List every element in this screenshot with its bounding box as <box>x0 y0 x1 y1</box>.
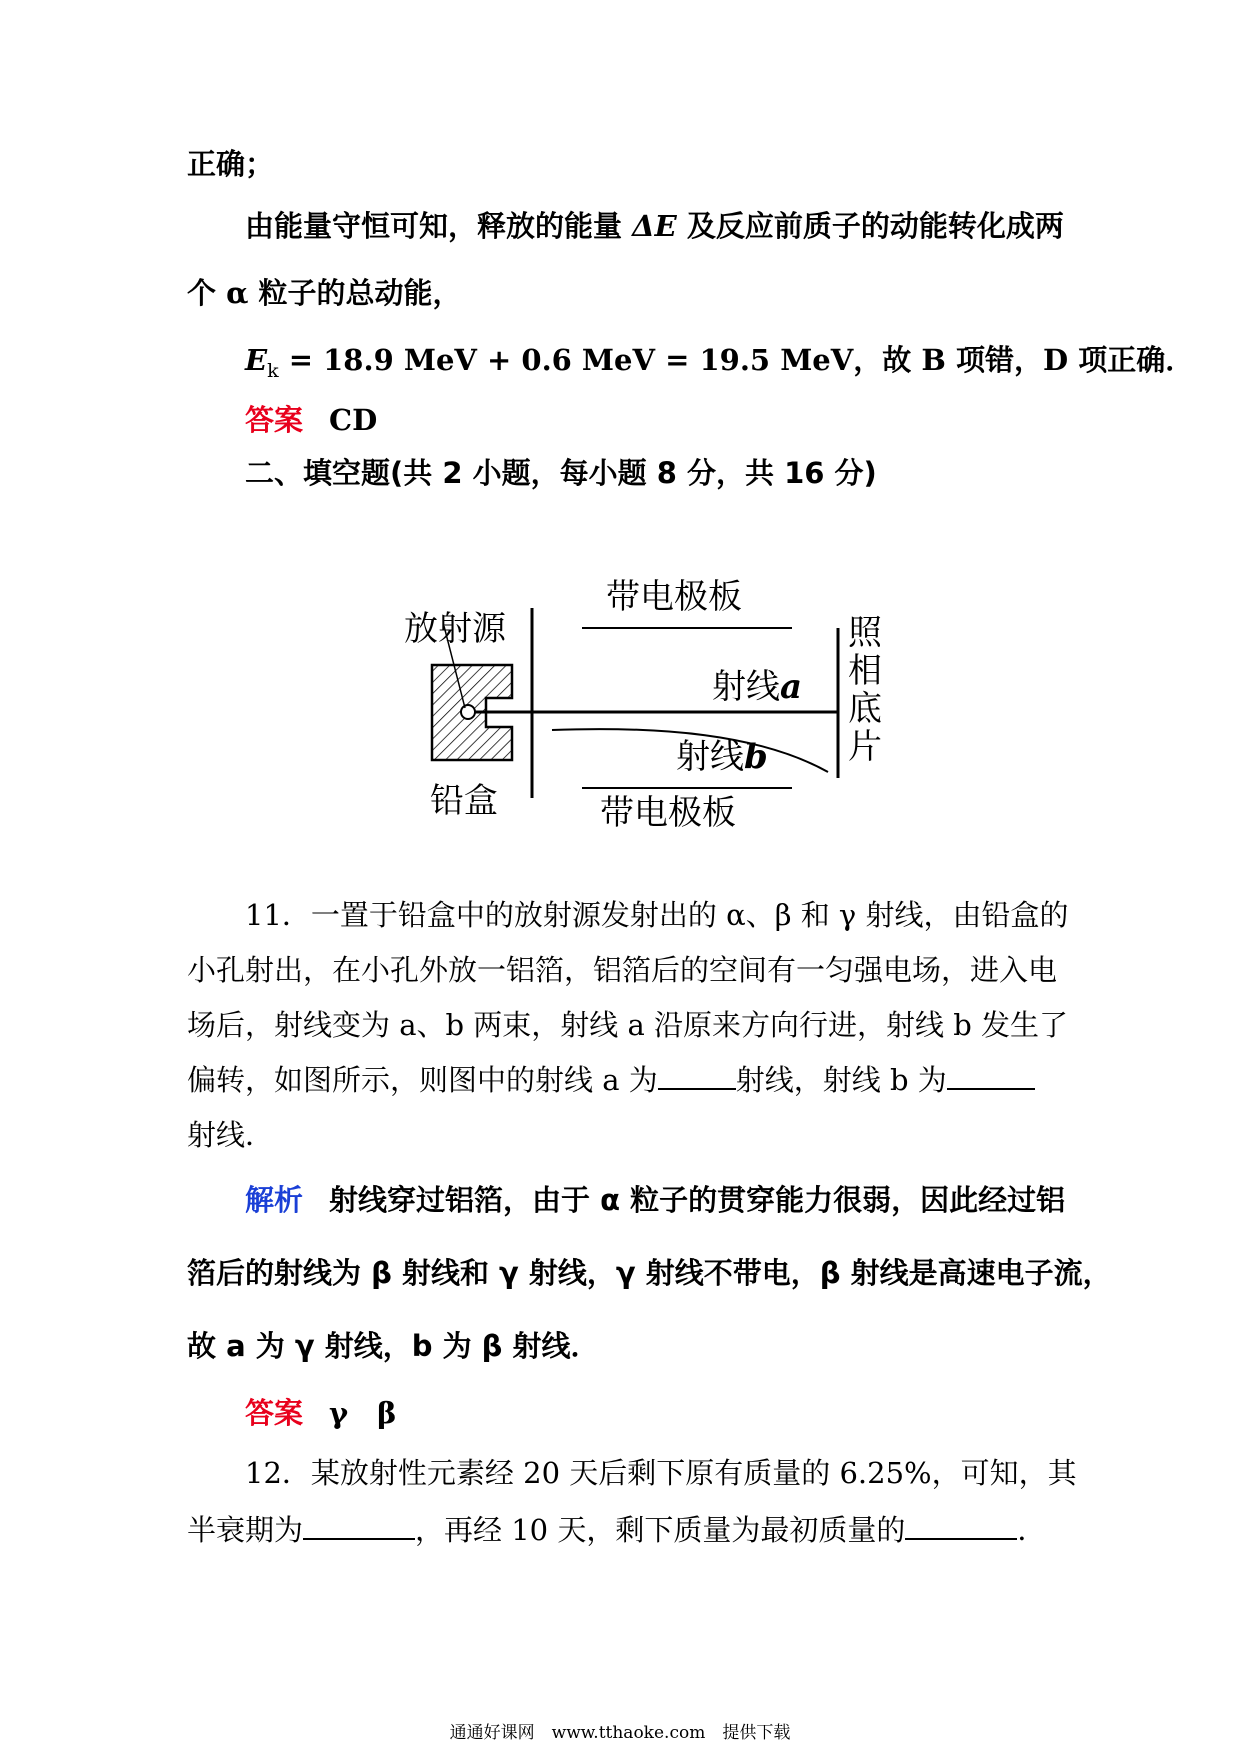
text: 由能量守恒可知，释放的能量 <box>245 209 633 243</box>
answer-label: 答案 <box>245 1396 304 1430</box>
energy-equation: = 18.9 MeV + 0.6 MeV = 19.5 MeV，故 B 项错，D 项正确． <box>278 343 1195 377</box>
solution-line-2 <box>245 206 1064 246</box>
text: 射线穿过铝箔，由于 α 粒子的贯穿能力很弱，因此经过铝 <box>329 1183 1066 1217</box>
alpha-symbol: α <box>226 276 249 310</box>
q12-line-1 <box>245 1453 1077 1493</box>
answer-label: 答案 <box>245 403 304 437</box>
text: 及反应前质子的动能转化成两 <box>676 209 1064 243</box>
answer-line-2 <box>245 1393 396 1433</box>
ek-symbol: E <box>245 343 268 377</box>
section-title: 二、填空题(共 2 小题，每小题 8 分，共 16 分) <box>245 456 877 490</box>
answer-line-1 <box>245 400 377 440</box>
analysis-line-1 <box>245 1180 1065 1220</box>
text: 射线． <box>187 1118 275 1152</box>
text: 故 a 为 γ 射线，b 为 β 射线． <box>187 1329 600 1363</box>
label-plate-bottom: 带电极板 <box>600 793 736 833</box>
ek-subscript: k <box>267 359 279 382</box>
q11-line-1 <box>245 895 1068 935</box>
text: 正确； <box>187 147 275 181</box>
source-point <box>461 705 475 719</box>
q11-line-3 <box>187 1005 1068 1045</box>
text: 12．某放射性元素经 20 天后剩下原有质量的 6.25%，可知，其 <box>245 1456 1077 1490</box>
label-ray-b: 射线b <box>676 737 768 777</box>
blank-remaining-fraction[interactable] <box>905 1512 1017 1540</box>
text: 偏转，如图所示，则图中的射线 a 为 <box>187 1063 658 1097</box>
text: 射线，射线 b 为 <box>735 1063 947 1097</box>
text: ，再经 10 天，剩下质量为最初质量的 <box>415 1513 906 1547</box>
section-heading <box>245 453 877 493</box>
text: 半衰期为 <box>187 1513 304 1547</box>
q12-line-2 <box>187 1510 1046 1550</box>
label-film-2: 相 <box>848 651 882 691</box>
radiation-figure <box>0 560 1240 840</box>
solution-line-1 <box>187 144 274 184</box>
label-film-4: 片 <box>848 727 882 767</box>
answer-value: CD <box>329 403 378 437</box>
answer-value: γ β <box>329 1396 397 1430</box>
text: 个 <box>187 276 227 310</box>
analysis-line-2 <box>187 1253 1112 1293</box>
blank-half-life[interactable] <box>303 1512 415 1540</box>
delta-e-symbol: ΔE <box>632 209 677 243</box>
solution-line-4 <box>245 340 1194 391</box>
blank-ray-a[interactable] <box>658 1062 736 1090</box>
solution-line-3 <box>187 273 462 313</box>
analysis-label: 解析 <box>245 1183 304 1217</box>
text: 箔后的射线为 β 射线和 γ 射线，γ 射线不带电，β 射线是高速电子流， <box>187 1256 1112 1290</box>
label-plate-top: 带电极板 <box>606 577 742 617</box>
analysis-line-3 <box>187 1326 600 1366</box>
footer: 通通好课网 www.tthaoke.com 提供下载 <box>449 1723 791 1743</box>
text: ． <box>1017 1513 1047 1547</box>
q11-line-5 <box>187 1115 274 1155</box>
label-film-1: 照 <box>848 613 882 653</box>
label-source: 放射源 <box>404 609 506 649</box>
text: 粒子的总动能， <box>248 276 462 310</box>
label-ray-a: 射线a <box>712 667 803 707</box>
text: 小孔射出，在小孔外放一铝箔，铝箔后的空间有一匀强电场，进入电 <box>187 953 1058 987</box>
text: 场后，射线变为 a、b 两束，射线 a 沿原来方向行进，射线 b 发生了 <box>187 1008 1069 1042</box>
text: 11．一置于铅盒中的放射源发射出的 α、β 和 γ 射线，由铅盒的 <box>245 898 1069 932</box>
blank-ray-b[interactable] <box>947 1062 1035 1090</box>
label-film-3: 底 <box>848 689 882 729</box>
q11-line-2 <box>187 950 1057 990</box>
q11-line-4 <box>187 1060 1035 1100</box>
label-box: 铅盒 <box>430 781 498 821</box>
